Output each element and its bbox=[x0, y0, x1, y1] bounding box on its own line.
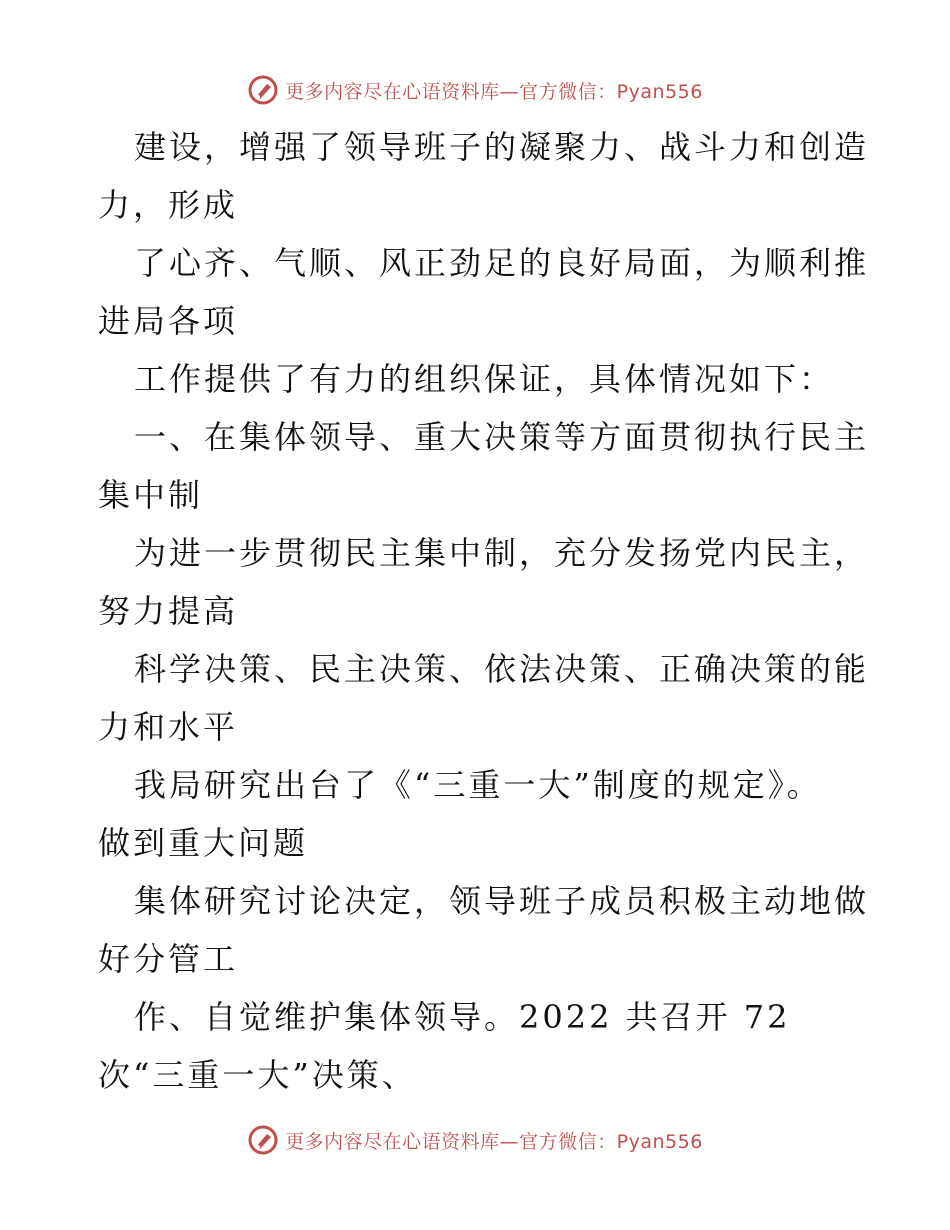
text-line: 集中制 bbox=[98, 476, 204, 514]
pen-nib-logo-icon bbox=[247, 1124, 279, 1156]
text-line: 科学决策、民主决策、依法决策、正确决策的能 bbox=[134, 650, 870, 688]
text-line: 我局研究出台了《“三重一大”制度的规定》。 bbox=[134, 766, 822, 804]
watermark-text: 更多内容尽在心语资料库—官方微信：Pyan556 bbox=[285, 1130, 703, 1153]
text-line: 好分管工 bbox=[98, 940, 239, 978]
text-line: 进局各项 bbox=[98, 302, 239, 340]
watermark-wechat-id: Pyan556 bbox=[616, 80, 703, 103]
text-line: 做到重大问题 bbox=[98, 824, 309, 862]
text-line: 为进一步贯彻民主集中制，充分发扬党内民主， bbox=[134, 534, 870, 572]
watermark-wechat-id: Pyan556 bbox=[616, 1130, 703, 1153]
text-line: 力，形成 bbox=[98, 186, 239, 224]
text-line: 作、自觉维护集体领导。2022 共召开 72 bbox=[134, 998, 791, 1036]
text-line: 集体研究讨论决定，领导班子成员积极主动地做 bbox=[134, 882, 870, 920]
text-line: 力和水平 bbox=[98, 708, 239, 746]
pen-nib-logo-icon bbox=[247, 74, 279, 106]
footer-watermark bbox=[0, 1120, 950, 1160]
text-line: 一、在集体领导、重大决策等方面贯彻执行民主 bbox=[134, 418, 870, 456]
text-line: 建设，增强了领导班子的凝聚力、战斗力和创造 bbox=[134, 128, 870, 166]
text-line: 工作提供了有力的组织保证，具体情况如下： bbox=[134, 360, 835, 398]
text-line: 努力提高 bbox=[98, 592, 239, 630]
text-line: 了心齐、气顺、风正劲足的良好局面，为顺利推 bbox=[134, 244, 870, 282]
text-line: 次“三重一大”决策、 bbox=[98, 1056, 417, 1094]
header-watermark bbox=[0, 70, 950, 110]
document-body bbox=[98, 118, 870, 1104]
watermark-text: 更多内容尽在心语资料库—官方微信：Pyan556 bbox=[285, 80, 703, 103]
